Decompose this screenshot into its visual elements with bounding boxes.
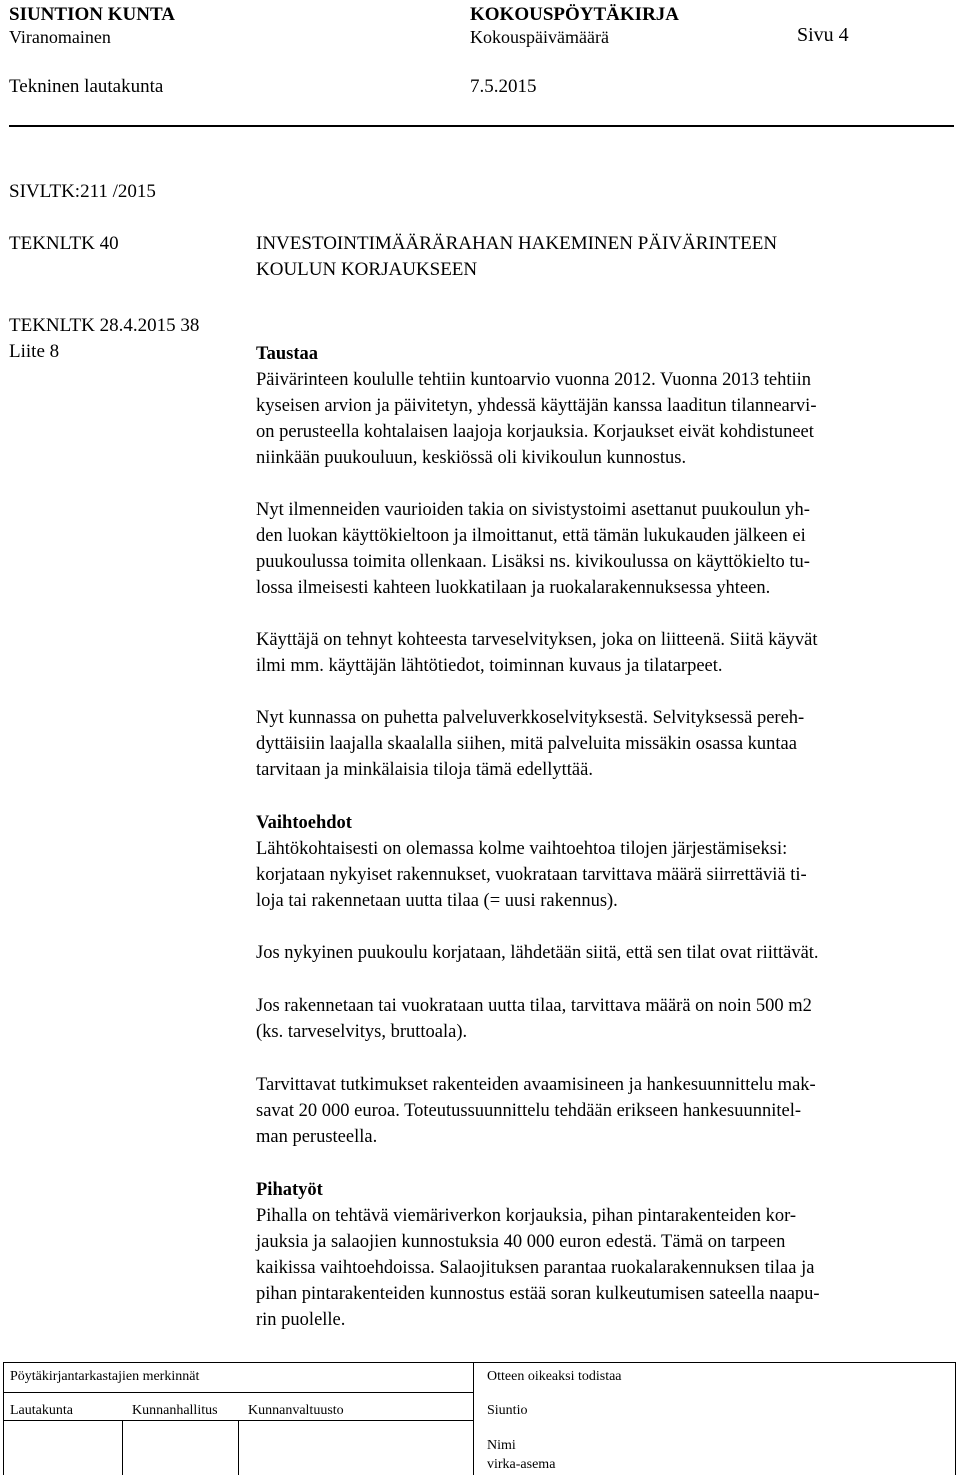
footer-cell-divider [122, 1420, 123, 1475]
paragraph-damage [256, 497, 956, 601]
text-line: Jos nykyinen puukoulu korjataan, lähdetään siitä, että sen tilat ovat riittävät. [256, 943, 819, 963]
paragraph-renovate-option [256, 940, 956, 966]
text-line: Nyt kunnassa on puhetta palveluverkkoselvityksestä. Selvityksessä pereh- [256, 708, 805, 728]
footer-left-border [3, 1362, 4, 1475]
footer-name-label: Nimi [487, 1438, 516, 1453]
footer-lautakunta: Lautakunta [10, 1403, 73, 1418]
text-line: Päivärinteen koululle tehtiin kuntoarvio vuonna 2012. Vuonna 2013 tehtiin [256, 370, 811, 390]
text-line: niinkään puukouluun, keskiössä oli kivikoulun kunnostus. [256, 448, 687, 468]
text-line: jauksia ja salaojien kunnostuksia 40 000 euron edestä. Tämä on tarpeen [256, 1232, 786, 1252]
footer-middle-border [473, 1362, 474, 1475]
text-line: dyttäisiin laajalla skaalalla siihen, mitä palveluita missäkin osassa kuntaa [256, 734, 797, 754]
footer-kunnanvaltuusto: Kunnanvaltuusto [248, 1403, 344, 1418]
text-line: Pihalla on tehtävä viemäriverkon korjauksia, pihan pintarakenteiden kor- [256, 1206, 797, 1226]
section-heading: Taustaa [256, 344, 319, 364]
authority-label: Viranomainen [9, 27, 111, 47]
footer-place: Siuntio [487, 1403, 528, 1418]
attachment-ref: Liite 8 [9, 341, 60, 362]
footer-right-border [955, 1362, 956, 1475]
municipality-name: SIUNTION KUNTA [9, 4, 175, 25]
text-line: man perusteella. [256, 1127, 378, 1147]
date-label: Kokouspäivämäärä [470, 27, 609, 47]
text-line: loja tai rakennetaan uutta tilaa (= uusi rakennus). [256, 891, 618, 911]
text-line: Käyttäjä on tehnyt kohteesta tarveselvityksen, joka on liitteenä. Siitä käyvät [256, 630, 818, 650]
text-line: Nyt ilmenneiden vaurioiden takia on sivistystoimi asettanut puukoulun yh- [256, 500, 810, 520]
text-line: ilmi mm. käyttäjän lähtötiedot, toiminnan kuvaus ja tilatarpeet. [256, 656, 723, 676]
text-line: kyseisen arvion ja päivitetyn, yhdessä käyttäjän kanssa laaditun tilannearvi- [256, 396, 817, 416]
previous-handling-2: TEKNLTK 28.4.2015 38 [9, 315, 200, 336]
text-line: den luokan käyttökieltoon ja ilmoittanut, että tämän lukukauden jälkeen ei [256, 526, 806, 546]
text-line: savat 20 000 euroa. Toteutussuunnittelu tehdään erikseen hankesuunnitel- [256, 1101, 802, 1121]
case-reference: SIVLTK:211 /2015 [9, 181, 156, 202]
text-line: on perusteella kohtalaisen laajoja korjauksia. Korjaukset eivät kohdistuneet [256, 422, 814, 442]
authority-name: Tekninen lautakunta [9, 76, 164, 97]
text-line: pihan pintarakenteiden kunnostus estää soran kulkeutumisen sateella naapu- [256, 1284, 820, 1304]
paragraph-needs-assessment [256, 627, 956, 679]
previous-handling-1: TEKNLTK 40 [9, 233, 119, 254]
meeting-date: 7.5.2015 [470, 76, 537, 97]
text-line: kaikissa vaihtoehdoissa. Salaojituksen parantaa ruokalarakennuksen tilaa ja [256, 1258, 815, 1278]
footer-row-divider [3, 1392, 473, 1393]
section-heading: Vaihtoehdot [256, 813, 352, 833]
text-line: lossa ilmeisesti kahteen luokkatilaan ja ruokalarakennuksessa yhteen. [256, 578, 771, 598]
text-line: Jos rakennetaan tai vuokrataan uutta tilaa, tarvittava määrä on noin 500 m2 [256, 996, 812, 1016]
section-vaihtoehdot [256, 810, 956, 914]
page-number: Sivu 4 [797, 24, 849, 46]
text-line: korjataan nykyiset rakennukset, vuokrataan tarvittava määrä siirrettäviä ti- [256, 865, 807, 885]
footer-cell-divider [238, 1420, 239, 1475]
footer-position-label: virka-asema [487, 1457, 556, 1472]
header-divider [9, 125, 954, 127]
text-line: rin puolelle. [256, 1310, 346, 1330]
footer-kunnanhallitus: Kunnanhallitus [132, 1403, 218, 1418]
text-line: Lähtökohtaisesti on olemassa kolme vaihtoehtoa tilojen järjestämiseksi: [256, 839, 788, 859]
document-type: KOKOUSPÖYTÄKIRJA [470, 4, 680, 25]
section-taustaa [256, 341, 956, 471]
paragraph-new-space-option [256, 993, 956, 1045]
case-title-line1: INVESTOINTIMÄÄRÄRAHAN HAKEMINEN PÄIVÄRINTEEN [256, 233, 778, 254]
text-line: tarvitaan ja minkälaisia tiloja tämä edellyttää. [256, 760, 593, 780]
section-pihatyot [256, 1177, 956, 1333]
section-heading: Pihatyöt [256, 1180, 323, 1200]
paragraph-studies-cost [256, 1072, 956, 1150]
text-line: Tarvittavat tutkimukset rakenteiden avaamisineen ja hankesuunnittelu mak- [256, 1075, 816, 1095]
case-title-line2: KOULUN KORJAUKSEEN [256, 259, 478, 280]
paragraph-service-network [256, 705, 956, 783]
certified-copy-label: Otteen oikeaksi todistaa [487, 1369, 622, 1384]
text-line: puukoulussa toimita ollenkaan. Lisäksi ns. kivikoulussa on käyttökielto tu- [256, 552, 810, 572]
reviewers-notes-label: Pöytäkirjantarkastajien merkinnät [10, 1369, 200, 1384]
text-line: (ks. tarveselvitys, bruttoala). [256, 1022, 468, 1042]
footer-top-border [3, 1362, 956, 1363]
